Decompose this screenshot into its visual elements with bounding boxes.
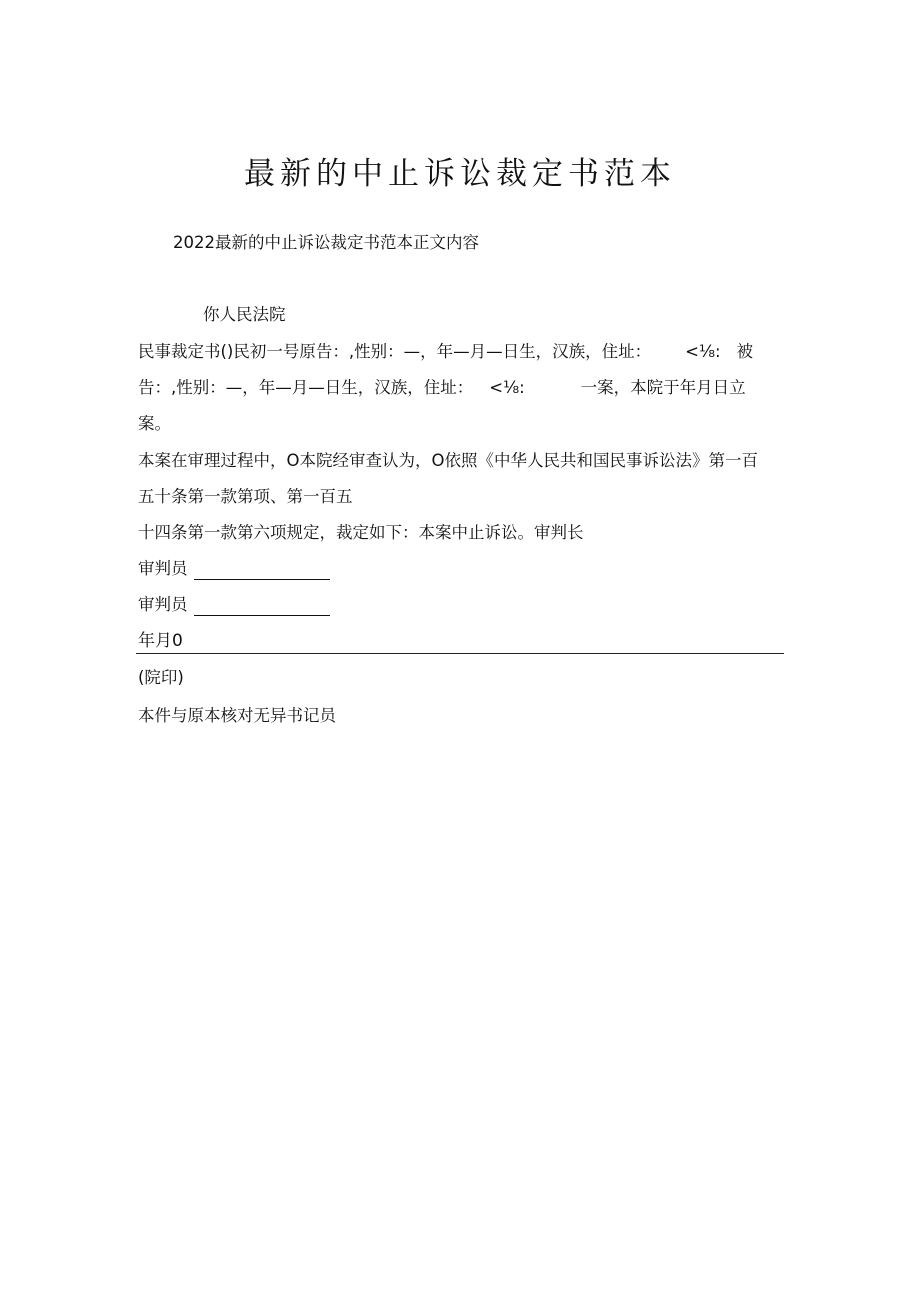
body-line-1-mark: <⅛: [685, 342, 721, 361]
body-line-3: 案。 [138, 414, 171, 433]
document-title: 最新的中止诉讼裁定书范本 [244, 156, 676, 192]
body-line-4: 本案在审理过程中，O本院经审查认为，O依照《中华人民共和国民事诉讼法》第一百 [138, 451, 758, 470]
body-line-2-mark: <⅛: [489, 378, 525, 397]
judge-label-2: 审判员 [138, 595, 188, 614]
body-line-2 [138, 377, 746, 399]
judge-label-1: 审判员 [138, 559, 188, 578]
body-line-1-end: 被 [736, 342, 754, 361]
body-line-2-text: 告：,性别：—，年—月—日生，汉族，住址： [138, 378, 474, 397]
judge-signature-2 [138, 594, 330, 616]
judge-signature-1 [138, 558, 330, 580]
body-line-2-end: 一案，本院于年月日立 [580, 378, 746, 397]
horizontal-divider [136, 653, 784, 654]
court-seal-note: (院印) [138, 668, 184, 687]
body-line-5: 五十条第一款第项、第一百五 [138, 487, 353, 506]
body-line-1 [138, 341, 753, 363]
body-line-6: 十四条第一款第六项规定，裁定如下：本案中止诉讼。审判长 [138, 523, 584, 542]
clerk-line: 本件与原本核对无异书记员 [138, 706, 336, 725]
document-subtitle: 2022最新的中止诉讼裁定书范本正文内容 [173, 233, 479, 252]
date-line: 年月0 [138, 631, 183, 651]
court-name: 你人民法院 [203, 305, 286, 324]
signature-blank-1 [194, 561, 330, 580]
body-line-1-text: 民事裁定书()民初一号原告：,性别：—，年—月—日生，汉族，住址： [138, 342, 652, 361]
signature-blank-2 [194, 597, 330, 616]
